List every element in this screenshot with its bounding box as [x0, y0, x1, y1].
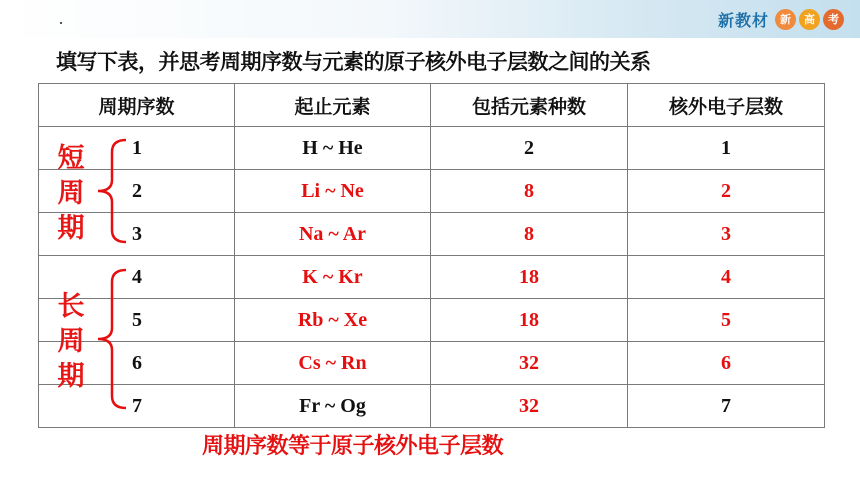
long-label-char: 长	[57, 291, 85, 322]
element-count-cell: 8	[431, 213, 628, 256]
conclusion-text: 周期序数等于原子核外电子层数	[202, 434, 504, 459]
element-count-cell: 2	[431, 127, 628, 170]
long-period-label	[55, 289, 87, 394]
electron-shells-cell: 2	[628, 170, 825, 213]
short-label-char: 期	[57, 213, 85, 244]
electron-shells-cell: 6	[628, 342, 825, 385]
period-number-cell: 7	[39, 385, 235, 428]
element-range-cell: Cs ~ Rn	[235, 342, 431, 385]
element-range-cell: Rb ~ Xe	[235, 299, 431, 342]
exercise-prompt: 填写下表，并思考周期序数与元素的原子核外电子层数之间的关系	[56, 50, 651, 74]
element-range-cell: Na ~ Ar	[235, 213, 431, 256]
element-range-cell: Fr ~ Og	[235, 385, 431, 428]
element-count-cell: 8	[431, 170, 628, 213]
table-header-row	[39, 84, 825, 127]
period-number-cell: 5	[39, 299, 235, 342]
brand-badge-kao: 考	[823, 9, 844, 30]
electron-shells-cell: 4	[628, 256, 825, 299]
table-row	[39, 170, 825, 213]
header-count: 包括元素种数	[431, 84, 628, 127]
short-label-char: 短	[57, 143, 85, 174]
long-period-brace	[90, 266, 130, 412]
element-range-cell: H ~ He	[235, 127, 431, 170]
table-row	[39, 342, 825, 385]
brand-badge-gao: 高	[799, 9, 820, 30]
header-shells: 核外电子层数	[628, 84, 825, 127]
period-number-cell: 2	[39, 170, 235, 213]
brand-title: 新教材	[717, 10, 769, 30]
top-banner	[0, 0, 860, 38]
table-row	[39, 385, 825, 428]
table-row	[39, 256, 825, 299]
long-label-char: 周	[57, 326, 85, 357]
table-row	[39, 213, 825, 256]
header-period: 周期序数	[39, 84, 235, 127]
brand-logo	[718, 8, 844, 30]
period-number-cell: 3	[39, 213, 235, 256]
brand-badge-xin: 新	[775, 9, 796, 30]
header-range: 起止元素	[235, 84, 431, 127]
period-number-cell: 4	[39, 256, 235, 299]
element-count-cell: 32	[431, 342, 628, 385]
electron-shells-cell: 7	[628, 385, 825, 428]
element-range-cell: Li ~ Ne	[235, 170, 431, 213]
short-label-char: 周	[57, 178, 85, 209]
table-row	[39, 127, 825, 170]
element-count-cell: 18	[431, 256, 628, 299]
short-period-brace	[90, 136, 130, 246]
element-count-cell: 18	[431, 299, 628, 342]
element-count-cell: 32	[431, 385, 628, 428]
electron-shells-cell: 1	[628, 127, 825, 170]
short-period-label	[55, 141, 87, 246]
period-number-cell: 1	[39, 127, 235, 170]
table-row	[39, 299, 825, 342]
electron-shells-cell: 5	[628, 299, 825, 342]
element-range-cell: K ~ Kr	[235, 256, 431, 299]
period-table	[38, 83, 825, 428]
period-number-cell: 6	[39, 342, 235, 385]
long-label-char: 期	[57, 361, 85, 392]
banner-dot	[60, 22, 62, 24]
electron-shells-cell: 3	[628, 213, 825, 256]
